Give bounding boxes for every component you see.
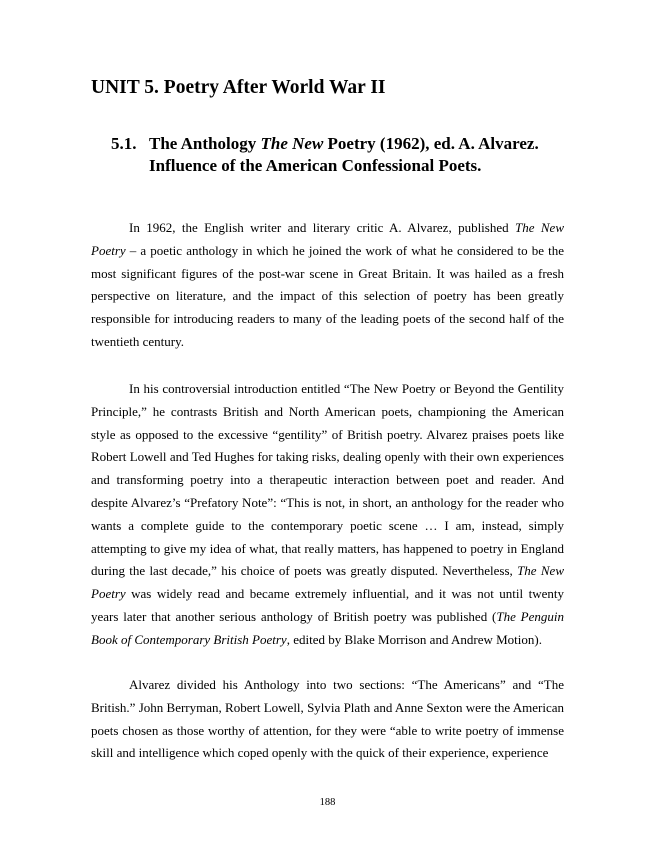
paragraph-2: In his controversial introduction entitled “The New Poetry or Beyond the Gentility Principle,” he contrasts British and North American poets, championing the American style as opposed to the excessive “gentility” of British poetry. Alvarez praises poets like Robert Lowell and Ted Hughes for taking risks, dealing openly with their own experiences and transforming poetry into a therapeutic interaction between poet and reader. And despite Alvarez’s “Prefatory Note”: “This is not, in short, an anthology for the reader who wants a complete guide to the contemporary poetic scene … I am, instead, simply attempting to give my idea of what, that really matters, has happened to poetry in England during the last decade,” his choice of poets was greatly disputed. Nevertheless, The New Poetry was widely read and became extremely influential, and it was not until twenty years later that another serious anthology of British poetry was published (The Penguin Book of Contemporary British Poetry, edited by Blake Morrison and Andrew Motion).	[91, 381, 564, 647]
book-title: The New Poetry	[91, 220, 564, 258]
paragraph-3: Alvarez divided his Anthology into two sections: “The Americans” and “The British.” John Berryman, Robert Lowell, Sylvia Plath and Anne Sexton were the American poets chosen as those worthy of attention, for they were “able to write poetry of immense skill and intelligence which coped openly with the quick of their experience, experience	[91, 677, 564, 761]
page-number: 188	[319, 797, 336, 808]
section-title-line-2: Influence of the American Confessional Poets.	[149, 156, 482, 175]
section-title-line-1: The Anthology The New Poetry (1962), ed. A. Alvarez.	[149, 134, 539, 153]
unit-title: UNIT 5. Poetry After World War II	[91, 77, 386, 98]
section-number: 5.1.	[111, 134, 137, 153]
section-title-italic: The New	[260, 134, 324, 153]
book-title: The New Poetry	[91, 563, 564, 602]
paragraph-1: In 1962, the English writer and literary critic A. Alvarez, published The New Poetry – a poetic anthology in which he joined the work of what he considered to be the most significant figures of the post-war scene in Great Britain. It was hailed as a fresh perspective on literature, and the impact of this selection of poetry has been greatly responsible for introducing readers to many of the leading poets of the second half of the twentieth century.	[91, 220, 564, 349]
book-title: The Penguin Book of Contemporary British Poetry	[91, 608, 564, 647]
